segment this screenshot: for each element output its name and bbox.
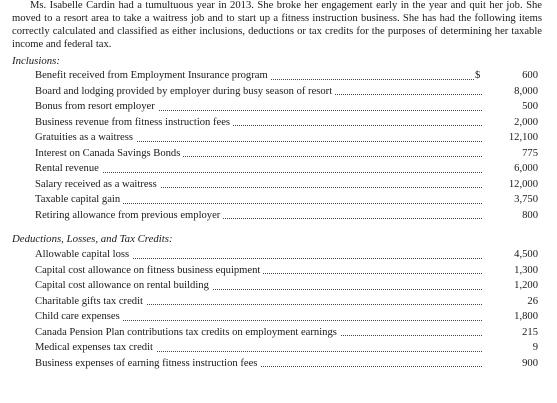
- item-label: Charitable gifts tax credit: [12, 294, 146, 310]
- inclusion-row: [12, 130, 551, 146]
- deduction-row: [12, 309, 551, 325]
- inclusion-row: [12, 161, 551, 177]
- item-amount: 800: [482, 208, 538, 224]
- item-label: Interest on Canada Savings Bonds: [12, 146, 183, 162]
- deduction-row: [12, 356, 551, 372]
- item-amount: 900: [482, 356, 538, 372]
- item-label: Gratuities as a waitress: [12, 130, 136, 146]
- item-label: Taxable capital gain: [12, 192, 123, 208]
- item-label: Rental revenue: [12, 161, 102, 177]
- deduction-row: [12, 263, 551, 279]
- item-amount: 2,000: [482, 115, 538, 131]
- item-label: Capital cost allowance on rental building: [12, 278, 212, 294]
- item-amount: 1,800: [482, 309, 538, 325]
- dot-leader: [35, 172, 488, 173]
- deduction-row: [12, 340, 551, 356]
- item-label: Business revenue from fitness instruction fees: [12, 115, 233, 131]
- deduction-row: [12, 325, 551, 341]
- item-label: Canada Pension Plan contributions tax credits on employment earnings: [12, 325, 340, 341]
- item-amount: 3,750: [482, 192, 538, 208]
- item-amount: 4,500: [482, 247, 538, 263]
- deductions-heading: Deductions, Losses, and Tax Credits:: [12, 233, 173, 245]
- inclusions-list: [12, 68, 551, 223]
- item-amount: 600: [482, 68, 538, 84]
- item-label: Retiring allowance from previous employer: [12, 208, 223, 224]
- inclusion-row: [12, 68, 551, 84]
- inclusion-row: [12, 146, 551, 162]
- intro-paragraph: Ms. Isabelle Cardin had a tumultuous year in 2013. She broke her engagement early in the year and quit her job. She moved to a resort area to take a waitress job and to start up a fitness instruction business. She has had the following items correctly calculated and classified as either inclusions, deductions or tax credits for the purposes of determining her taxable income and federal tax.: [12, 0, 542, 50]
- deduction-row: [12, 247, 551, 263]
- item-amount: 12,000: [482, 177, 538, 193]
- item-label: Benefit received from Employment Insurance program: [12, 68, 271, 84]
- deduction-row: [12, 278, 551, 294]
- item-label: Bonus from resort employer: [12, 99, 158, 115]
- item-label: Medical expenses tax credit: [12, 340, 156, 356]
- item-label: Capital cost allowance on fitness business equipment: [12, 263, 263, 279]
- item-amount: 26: [482, 294, 538, 310]
- inclusions-heading: Inclusions:: [12, 55, 60, 67]
- item-amount: 12,100: [482, 130, 538, 146]
- item-amount: 1,200: [482, 278, 538, 294]
- item-amount: 775: [482, 146, 538, 162]
- item-label: Salary received as a waitress: [12, 177, 160, 193]
- inclusion-row: [12, 84, 551, 100]
- inclusion-row: [12, 177, 551, 193]
- currency-symbol: $: [475, 68, 489, 84]
- item-amount: 215: [482, 325, 538, 341]
- inclusion-row: [12, 99, 551, 115]
- deduction-row: [12, 294, 551, 310]
- item-label: Allowable capital loss: [12, 247, 132, 263]
- inclusion-row: [12, 192, 551, 208]
- item-amount: 9: [482, 340, 538, 356]
- deductions-list: [12, 247, 551, 371]
- item-amount: 6,000: [482, 161, 538, 177]
- item-amount: 8,000: [482, 84, 538, 100]
- item-amount: 500: [482, 99, 538, 115]
- inclusion-row: [12, 115, 551, 131]
- item-label: Board and lodging provided by employer during busy season of resort: [12, 84, 335, 100]
- item-label: Child care expenses: [12, 309, 123, 325]
- item-label: Business expenses of earning fitness instruction fees: [12, 356, 260, 372]
- inclusion-row: [12, 208, 551, 224]
- item-amount: 1,300: [482, 263, 538, 279]
